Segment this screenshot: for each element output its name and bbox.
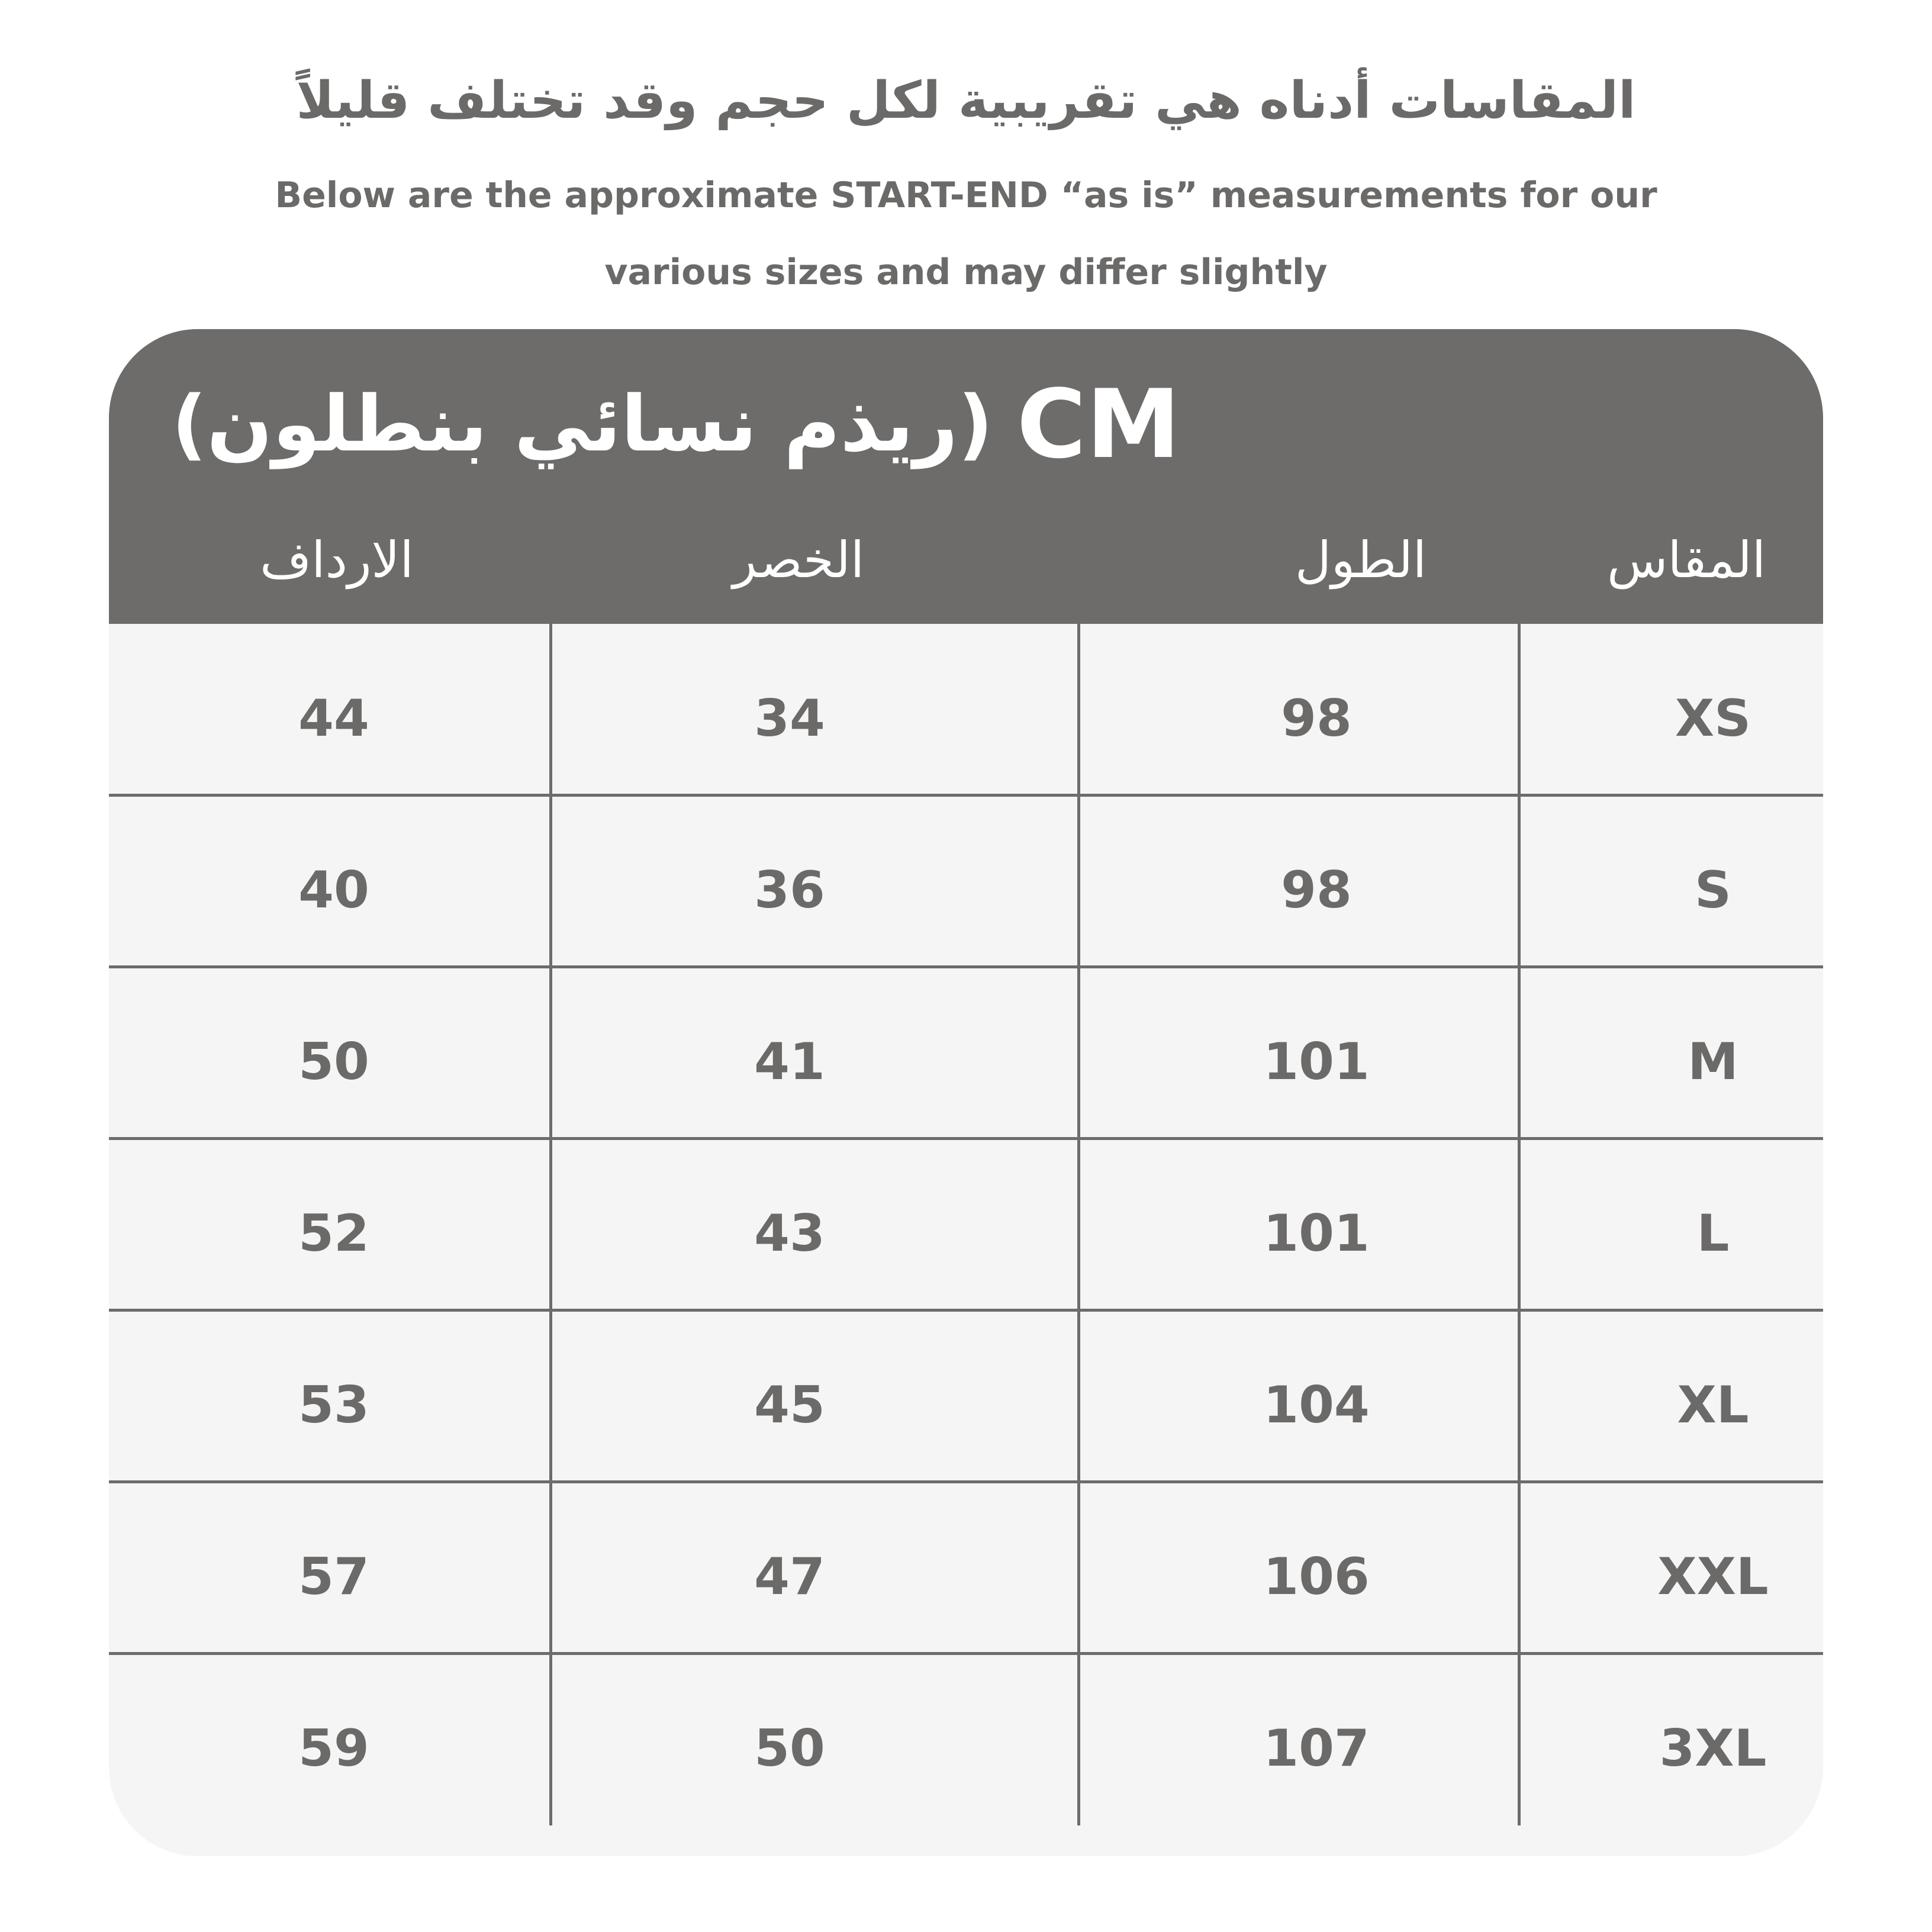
row-divider <box>109 1480 1823 1483</box>
page-subtitle-line-2: various sizes and may differ slightly <box>604 252 1328 293</box>
cell-hips: 50 <box>298 1032 369 1091</box>
cell-waist: 47 <box>754 1547 825 1606</box>
cell-waist: 34 <box>754 689 825 748</box>
row-divider <box>109 1137 1823 1140</box>
cell-size: XXL <box>1657 1547 1769 1606</box>
size-chart-header <box>109 329 1823 624</box>
page-subtitle-line-1: Below are the approximate START-END “as is” measurements for our <box>275 175 1657 216</box>
cell-waist: 43 <box>754 1204 825 1263</box>
cell-hips: 53 <box>298 1376 369 1435</box>
cell-hips: 57 <box>298 1547 369 1606</box>
cell-hips: 44 <box>298 689 369 748</box>
cell-hips: 40 <box>298 861 369 920</box>
cell-hips: 59 <box>298 1719 369 1778</box>
cell-hips: 52 <box>298 1204 369 1263</box>
column-divider <box>549 624 552 1825</box>
row-divider <box>109 794 1823 797</box>
cell-length: 107 <box>1263 1719 1370 1778</box>
column-header-length: الطول <box>1295 531 1427 589</box>
cell-size: S <box>1695 861 1731 920</box>
cell-waist: 50 <box>754 1719 825 1778</box>
size-chart-title <box>172 365 1180 483</box>
page-title-arabic: المقاسات أدناه هي تقريبية لكل حجم وقد تختلف قليلاً <box>296 71 1636 130</box>
row-divider <box>109 965 1823 968</box>
cell-length: 106 <box>1263 1547 1370 1606</box>
cell-length: 98 <box>1281 689 1352 748</box>
cell-size: M <box>1688 1032 1738 1091</box>
cell-length: 101 <box>1263 1032 1370 1091</box>
cell-size: XL <box>1677 1376 1749 1435</box>
column-header-size: المقاس <box>1606 531 1766 589</box>
cell-size: XS <box>1675 689 1751 748</box>
cell-size: L <box>1696 1204 1730 1263</box>
row-divider <box>109 1309 1823 1312</box>
cell-waist: 45 <box>754 1376 825 1435</box>
column-header-hips: الارداف <box>260 531 414 589</box>
cell-waist: 36 <box>754 861 825 920</box>
size-chart-card <box>109 329 1823 1856</box>
row-divider <box>109 1652 1823 1655</box>
size-chart-title-arabic: (ريذم نسائي بنطلون) <box>172 379 993 469</box>
column-divider <box>1518 624 1521 1825</box>
column-header-waist: الخصر <box>732 531 865 589</box>
size-chart-unit: CM <box>1016 368 1181 479</box>
cell-waist: 41 <box>754 1032 825 1091</box>
cell-length: 101 <box>1263 1204 1370 1263</box>
cell-length: 98 <box>1281 861 1352 920</box>
column-divider <box>1077 624 1080 1825</box>
cell-length: 104 <box>1263 1376 1370 1435</box>
cell-size: 3XL <box>1659 1719 1767 1778</box>
